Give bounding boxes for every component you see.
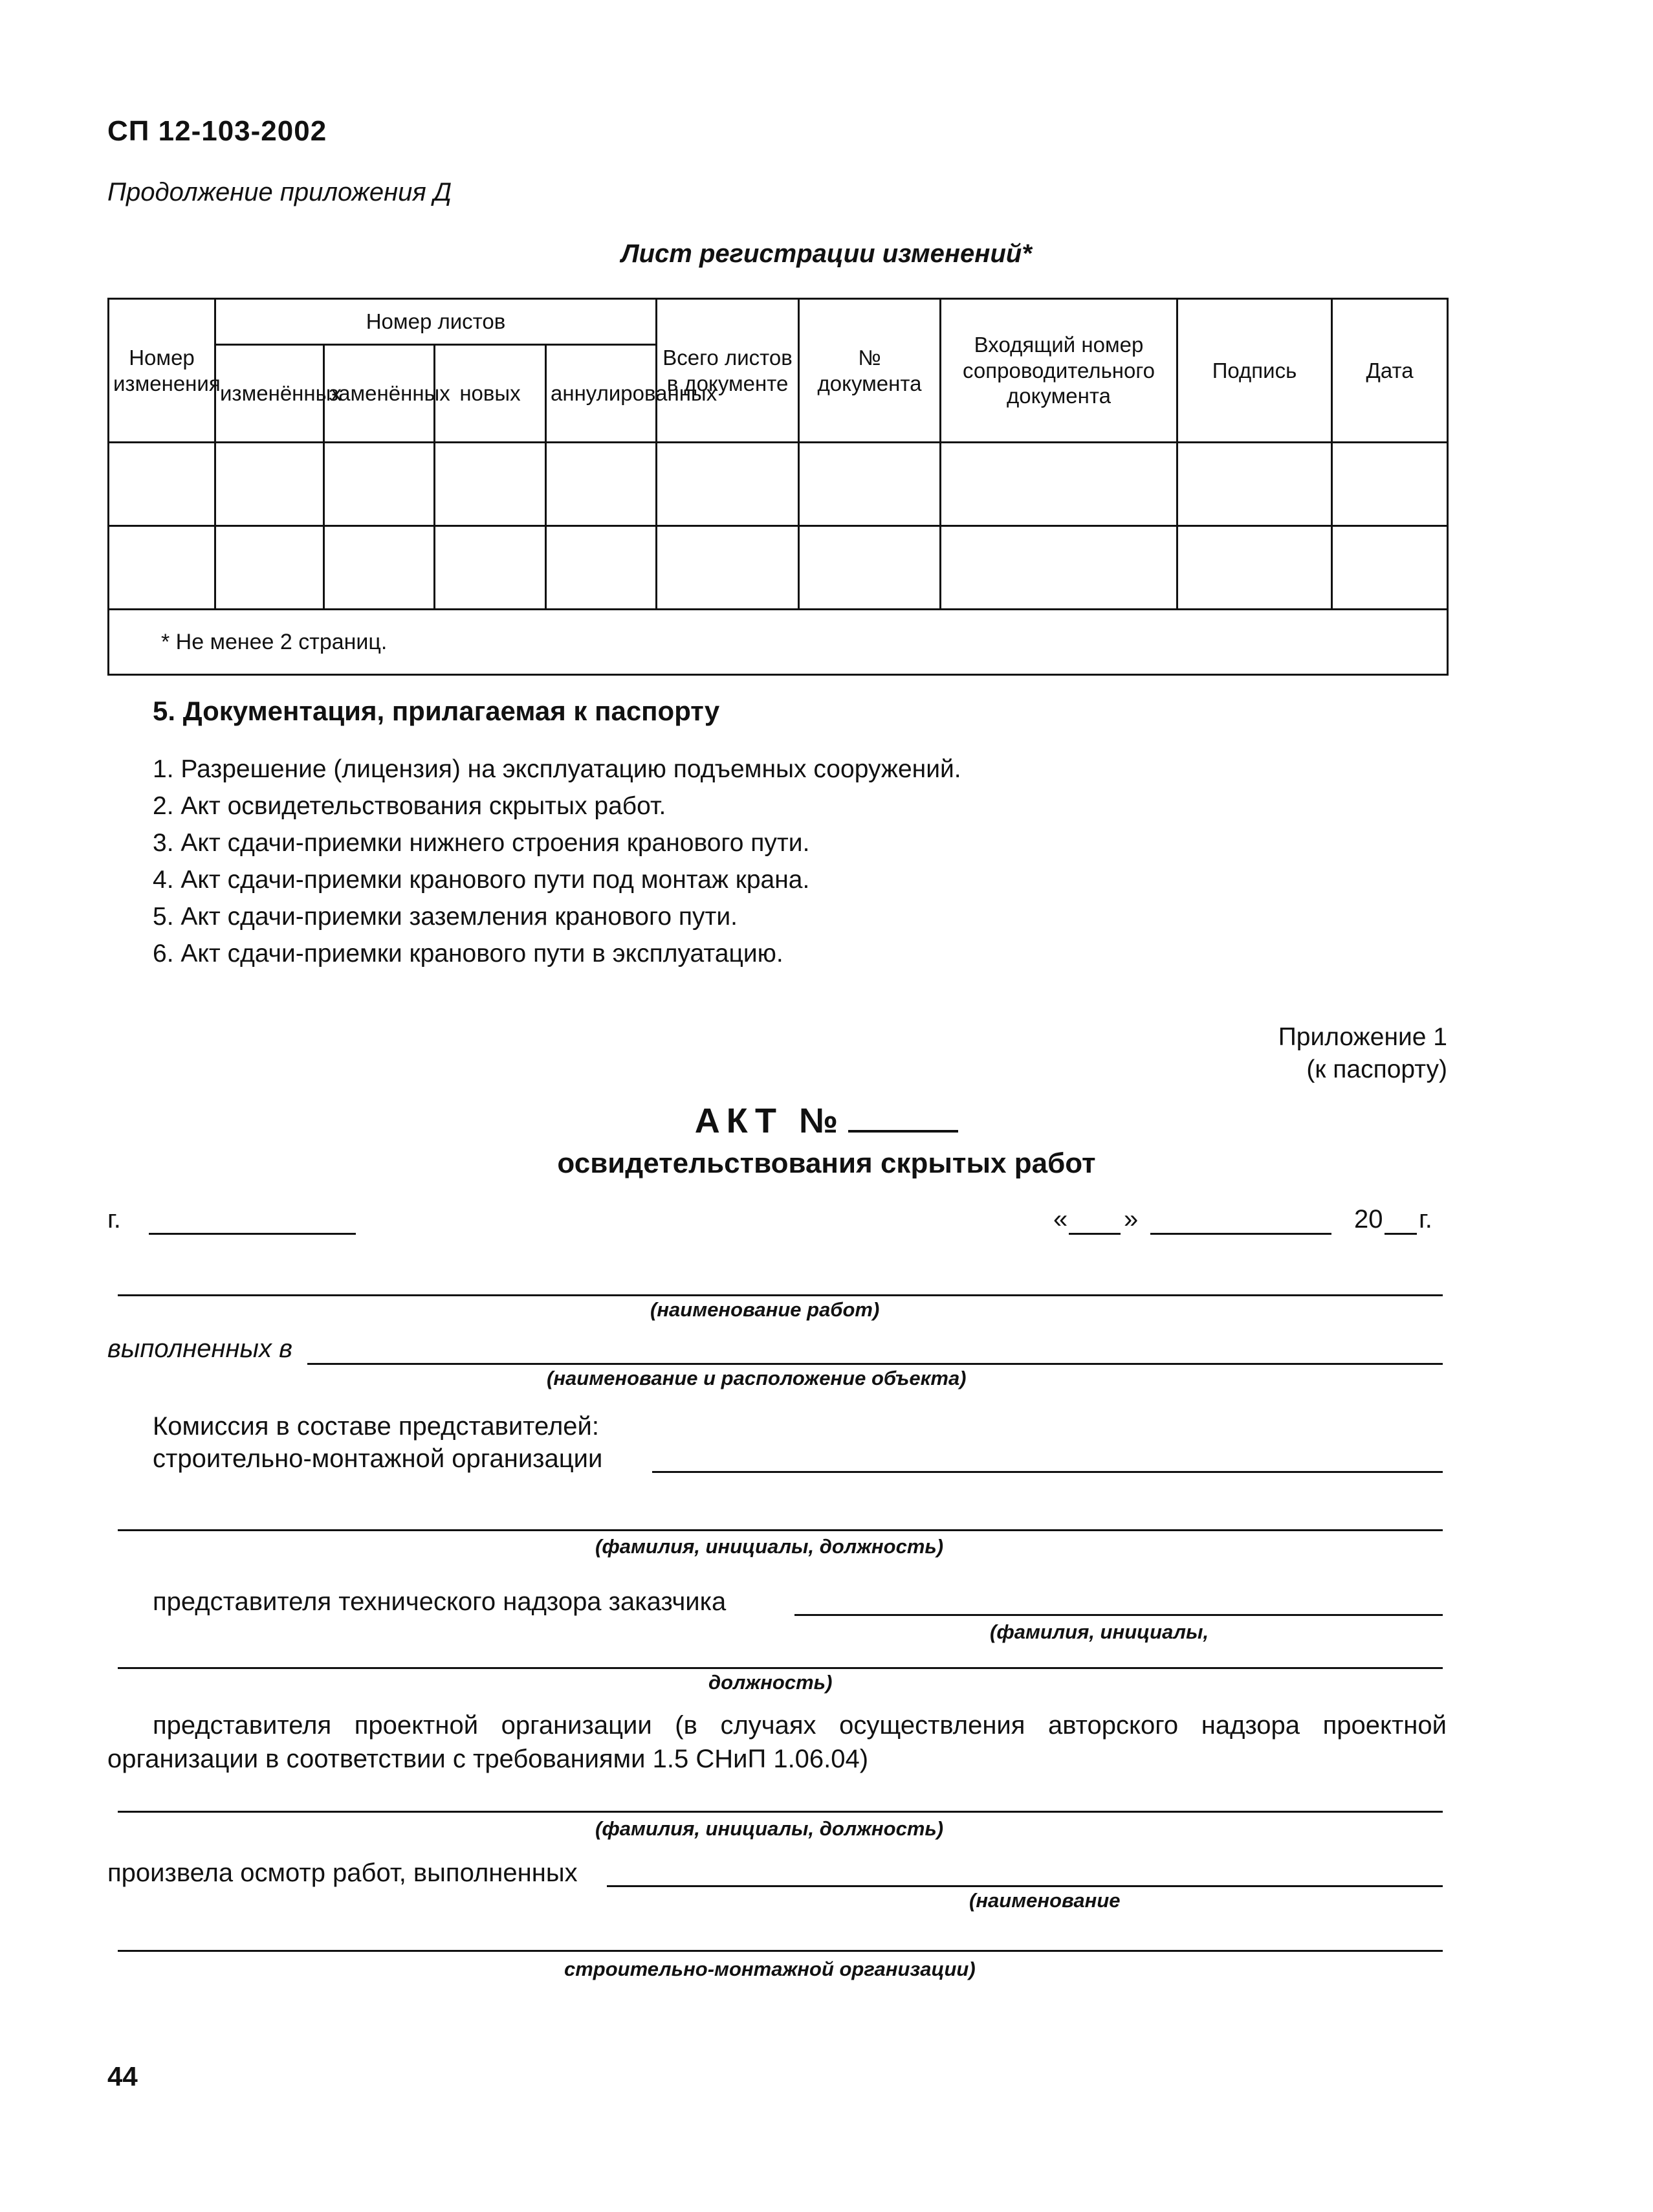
design-org-person-field[interactable] [118, 1811, 1443, 1813]
header-annulled: аннулированных [546, 345, 657, 443]
header-new: новых [435, 345, 546, 443]
appendix-label [1278, 1021, 1447, 1086]
construction-org-field[interactable] [652, 1471, 1443, 1473]
date-day-field[interactable] [1069, 1233, 1121, 1235]
table-cell[interactable] [657, 443, 799, 526]
city-prefix: г. [107, 1205, 121, 1233]
caption-position: должность) [708, 1671, 833, 1694]
document-code: СП 12-103-2002 [107, 115, 327, 147]
table-row [109, 526, 1448, 610]
inspected-field[interactable] [607, 1885, 1443, 1887]
list-item: 1. Разрешение (лицензия) на эксплуатацию подъемных сооружений. [153, 755, 961, 783]
continuation-label: Продолжение приложения Д [107, 178, 452, 206]
date-open-quote: « [1053, 1205, 1068, 1233]
table-cell[interactable] [799, 443, 941, 526]
date-close-quote: » [1124, 1205, 1139, 1233]
table-footnote: * Не менее 2 страниц. [109, 610, 1448, 675]
list-item: 6. Акт сдачи-приемки кранового пути в эксплуатацию. [153, 940, 783, 968]
design-org-paragraph: представителя проектной организации (в случаях осуществления авторского надзора проектной организации в соответствии с требованиями 1.5 СНиП 1.06.04) [107, 1711, 1447, 1773]
list-item: 2. Акт освидетельствования скрытых работ. [153, 792, 666, 820]
construction-org-person-field[interactable] [118, 1529, 1443, 1531]
appendix-subtitle: (к паспорту) [1306, 1056, 1447, 1083]
table-cell[interactable] [324, 526, 435, 610]
table-cell[interactable] [657, 526, 799, 610]
construction-org-label: строительно-монтажной организации [153, 1444, 603, 1473]
table-cell[interactable] [1332, 526, 1448, 610]
act-title-text: АКТ № [694, 1101, 845, 1140]
registration-table [107, 298, 1449, 676]
table-cell[interactable] [435, 443, 546, 526]
header-signature: Подпись [1177, 299, 1332, 443]
performed-in-label: выполненных в [107, 1334, 292, 1363]
table-cell[interactable] [109, 443, 215, 526]
table-cell[interactable] [546, 526, 657, 610]
act-subtitle: освидетельствования скрытых работ [557, 1147, 1096, 1179]
table-cell[interactable] [109, 526, 215, 610]
caption-work-name: (наименование работ) [650, 1298, 880, 1321]
tech-supervision-position-field[interactable] [118, 1667, 1443, 1669]
header-changed: изменённых [215, 345, 324, 443]
table-cell[interactable] [215, 443, 324, 526]
list-item: 4. Акт сдачи-приемки кранового пути под монтаж крана. [153, 866, 810, 894]
page-number: 44 [107, 2061, 138, 2092]
tech-supervision-label: представителя технического надзора заказчика [153, 1587, 727, 1616]
table-cell[interactable] [941, 526, 1177, 610]
header-replaced: заменённых [324, 345, 435, 443]
table-cell[interactable] [324, 443, 435, 526]
table-cell[interactable] [1177, 443, 1332, 526]
year-suffix: г. [1419, 1205, 1432, 1233]
date-month-field[interactable] [1150, 1233, 1331, 1235]
act-title [0, 1100, 1653, 1141]
caption-object: (наименование и расположение объекта) [547, 1367, 967, 1389]
table-cell[interactable] [435, 526, 546, 610]
table-cell[interactable] [1177, 526, 1332, 610]
year-prefix: 20 [1354, 1205, 1383, 1233]
date-year-field[interactable] [1385, 1233, 1417, 1235]
city-field[interactable] [149, 1233, 356, 1235]
header-change-number: Номер изменения [109, 299, 215, 443]
header-sheet-numbers: Номер листов [215, 299, 657, 345]
caption-fio-position: (фамилия, инициалы, должность) [595, 1535, 944, 1558]
header-total-sheets: Всего листов в документе [657, 299, 799, 443]
caption-name: (наименование [969, 1889, 1121, 1912]
caption-construction-org: строительно-монтажной организации) [564, 1958, 976, 1980]
table-cell[interactable] [799, 526, 941, 610]
table-cell[interactable] [1332, 443, 1448, 526]
table-cell[interactable] [215, 526, 324, 610]
registration-title: Лист регистрации изменений* [621, 239, 1032, 268]
table-row [109, 443, 1448, 526]
list-item: 3. Акт сдачи-приемки нижнего строения кранового пути. [153, 829, 810, 857]
caption-fio: (фамилия, инициалы, [990, 1620, 1209, 1643]
list-item: 5. Акт сдачи-приемки заземления кранового пути. [153, 903, 738, 931]
work-name-field[interactable] [118, 1294, 1443, 1296]
inspected-label: произвела осмотр работ, выполненных [107, 1859, 578, 1887]
construction-org-name-field[interactable] [118, 1950, 1443, 1952]
table-cell[interactable] [546, 443, 657, 526]
act-number-field[interactable] [848, 1100, 958, 1133]
appendix-title: Приложение 1 [1278, 1023, 1447, 1051]
header-incoming-number: Входящий номер сопроводительного документа [941, 299, 1177, 443]
header-date: Дата [1332, 299, 1448, 443]
tech-supervision-field[interactable] [794, 1614, 1443, 1616]
section-5-heading: 5. Документация, прилагаемая к паспорту [153, 696, 720, 726]
commission-label: Комиссия в составе представителей: [153, 1412, 599, 1441]
caption-fio-position-2: (фамилия, инициалы, должность) [595, 1817, 944, 1840]
attached-documents-list [153, 751, 961, 972]
header-document-number: № документа [799, 299, 941, 443]
table-cell[interactable] [941, 443, 1177, 526]
object-field[interactable] [307, 1363, 1443, 1365]
